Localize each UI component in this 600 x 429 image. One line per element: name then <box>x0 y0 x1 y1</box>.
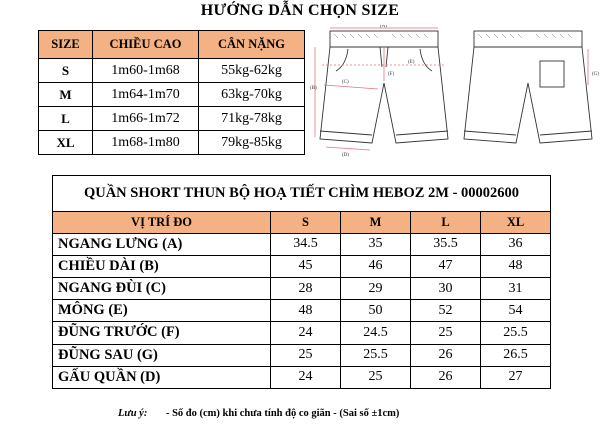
value-cell: 28 <box>271 277 341 299</box>
row-label: ĐŨNG TRƯỚC (F) <box>53 322 271 344</box>
size-cell: S <box>39 59 93 83</box>
note-label: Lưu ý: <box>118 408 148 419</box>
header-s: S <box>271 212 341 233</box>
table-row <box>53 277 551 299</box>
row-label: CHIỀU DÀI (B) <box>53 255 271 277</box>
value-cell: 29 <box>341 277 411 299</box>
back-waistband <box>474 31 582 47</box>
table-row <box>39 131 305 155</box>
measurement-note <box>118 408 399 419</box>
value-cell: 26 <box>411 366 481 388</box>
shorts-measurement-diagram <box>308 25 600 163</box>
back-body <box>464 47 592 143</box>
value-cell: 31 <box>481 277 551 299</box>
value-cell: 52 <box>411 300 481 322</box>
header-weight: CÂN NẶNG <box>199 31 305 59</box>
table-row <box>53 344 551 366</box>
value-cell: 26.5 <box>481 344 551 366</box>
weight-cell: 55kg-62kg <box>199 59 305 83</box>
height-cell: 1m68-1m80 <box>93 131 199 155</box>
header-m: M <box>341 212 411 233</box>
height-cell: 1m64-1m70 <box>93 83 199 107</box>
label-d: (D) <box>342 153 349 158</box>
value-cell: 24 <box>271 322 341 344</box>
value-cell: 25.5 <box>341 344 411 366</box>
row-label: GẤU QUẦN (D) <box>53 366 271 388</box>
size-cell: XL <box>39 131 93 155</box>
table-row <box>39 107 305 131</box>
value-cell: 35 <box>341 233 411 255</box>
value-cell: 50 <box>341 300 411 322</box>
weight-cell: 71kg-78kg <box>199 107 305 131</box>
value-cell: 35.5 <box>411 233 481 255</box>
table-row <box>39 83 305 107</box>
value-cell: 36 <box>481 233 551 255</box>
shorts-back-illustration <box>464 31 592 143</box>
header-l: L <box>411 212 481 233</box>
measurement-header-row <box>53 212 551 233</box>
table-row <box>53 322 551 344</box>
label-a: (B) <box>310 86 317 91</box>
value-cell: 27 <box>481 366 551 388</box>
value-cell: 45 <box>271 255 341 277</box>
label-f: (F) <box>388 72 395 77</box>
front-waistband <box>330 31 438 47</box>
row-label: NGANG ĐÙI (C) <box>53 277 271 299</box>
note-text: - Số đo (cm) khi chưa tính độ co giãn - (Sai số ±1cm) <box>165 408 400 419</box>
height-cell: 1m66-1m72 <box>93 107 199 131</box>
size-cell: L <box>39 107 93 131</box>
row-label: NGANG LƯNG (A) <box>53 233 271 255</box>
weight-cell: 63kg-70kg <box>199 83 305 107</box>
page-title: HƯỚNG DẪN CHỌN SIZE <box>200 2 400 19</box>
value-cell: 25 <box>341 366 411 388</box>
label-c: (C) <box>342 80 349 85</box>
row-label: ĐŨNG SAU (G) <box>53 344 271 366</box>
product-measurement-table <box>52 175 551 389</box>
table-row <box>53 233 551 255</box>
value-cell: 25.5 <box>481 322 551 344</box>
table-row <box>53 255 551 277</box>
label-e: (E) <box>408 60 415 65</box>
weight-cell: 79kg-85kg <box>199 131 305 155</box>
value-cell: 34.5 <box>271 233 341 255</box>
value-cell: 54 <box>481 300 551 322</box>
label-waist: (A) <box>380 25 387 29</box>
header-size: SIZE <box>39 31 93 59</box>
line-hem <box>326 147 370 150</box>
value-cell: 25 <box>271 344 341 366</box>
table-row <box>53 366 551 388</box>
value-cell: 25 <box>411 322 481 344</box>
height-cell: 1m60-1m68 <box>93 59 199 83</box>
header-height: CHIỀU CAO <box>93 31 199 59</box>
label-g: (G) <box>592 72 599 77</box>
value-cell: 48 <box>481 255 551 277</box>
value-cell: 24 <box>271 366 341 388</box>
size-guide-table <box>38 30 305 155</box>
table-row <box>39 59 305 83</box>
table-row <box>53 300 551 322</box>
header-position: VỊ TRÍ ĐO <box>53 212 271 233</box>
row-label: MÔNG (E) <box>53 300 271 322</box>
product-title: QUẦN SHORT THUN BỘ HOẠ TIẾT CHÌM HEBOZ 2M - 00002600 <box>53 176 551 212</box>
value-cell: 30 <box>411 277 481 299</box>
value-cell: 24.5 <box>341 322 411 344</box>
value-cell: 46 <box>341 255 411 277</box>
back-pocket <box>540 61 564 87</box>
header-xl: XL <box>481 212 551 233</box>
size-cell: M <box>39 83 93 107</box>
size-guide-header-row <box>39 31 305 59</box>
value-cell: 48 <box>271 300 341 322</box>
value-cell: 47 <box>411 255 481 277</box>
value-cell: 26 <box>411 344 481 366</box>
